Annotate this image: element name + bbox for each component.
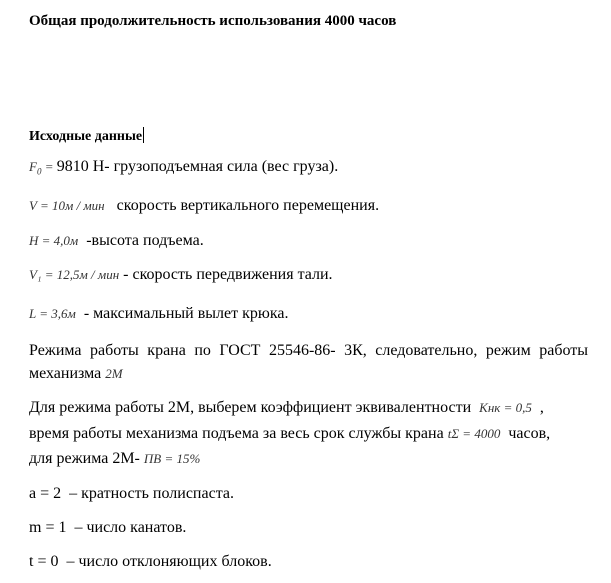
formula-knk: Kнк = 0,5	[479, 400, 532, 415]
formula-m: m = 1	[29, 519, 67, 536]
extra-ropes-text: – число канатов.	[74, 519, 187, 536]
coef-text-1: Для режима работы 2М, выберем коэффициент эквивалентности	[29, 399, 472, 416]
param-vertical-speed-text: скорость вертикального перемещения.	[116, 197, 380, 214]
mode-paragraph-line1: Режима работы крана по ГОСТ 25546-86- 3К, следовательно, режим работы	[29, 342, 588, 359]
formula-l: L = 3,6м	[29, 306, 76, 321]
param-height-text: -высота подъема.	[86, 232, 204, 249]
coef-text-2: время работы механизма подъема за весь срок службы крана	[29, 425, 444, 442]
coef-paragraph-line1	[29, 398, 544, 418]
param-travel-speed-text: - скорость передвижения тали.	[123, 266, 333, 283]
formula-pv: ПВ = 15%	[143, 451, 201, 466]
formula-f0: $F_0$ =	[29, 159, 57, 177]
param-load	[29, 157, 338, 182]
extra-multiplicity	[29, 484, 234, 504]
param-load-text: 9810 Н- грузоподъемная сила (вес груза).	[56, 158, 339, 175]
document-title: Общая продолжительность использования 4000 часов	[29, 13, 397, 29]
param-reach-text: - максимальный вылет крюка.	[83, 305, 289, 322]
formula-v: V = 10м / мин	[29, 198, 105, 213]
mode-paragraph-line2	[29, 364, 123, 384]
param-height	[29, 231, 204, 251]
coef-paragraph-line3	[29, 449, 200, 469]
extra-ropes	[29, 518, 186, 538]
coef-end-1: ,	[539, 399, 544, 416]
param-reach	[29, 304, 288, 324]
param-vertical-speed	[29, 196, 379, 216]
formula-tsum: tΣ = 4000	[447, 426, 501, 441]
extra-blocks	[29, 552, 272, 572]
formula-h: H = 4,0м	[29, 233, 79, 248]
formula-t: t = 0	[29, 553, 59, 570]
formula-a: a = 2	[29, 485, 62, 502]
text-cursor	[143, 127, 144, 143]
coef-end-2: часов,	[508, 425, 551, 442]
extra-multiplicity-text: – кратность полиспаста.	[69, 485, 234, 502]
coef-paragraph-line2	[29, 424, 550, 444]
extra-blocks-text: – число отклоняющих блоков.	[66, 553, 272, 570]
param-travel-speed	[29, 265, 333, 285]
section-heading	[29, 127, 144, 147]
coef-text-3: для режима 2М-	[29, 450, 140, 467]
formula-2m: 2М	[105, 366, 123, 381]
formula-v1: V₁ = 12,5м / мин	[29, 267, 120, 282]
section-heading-text: Исходные данные	[29, 129, 143, 144]
mode-text: механизма	[29, 365, 102, 382]
